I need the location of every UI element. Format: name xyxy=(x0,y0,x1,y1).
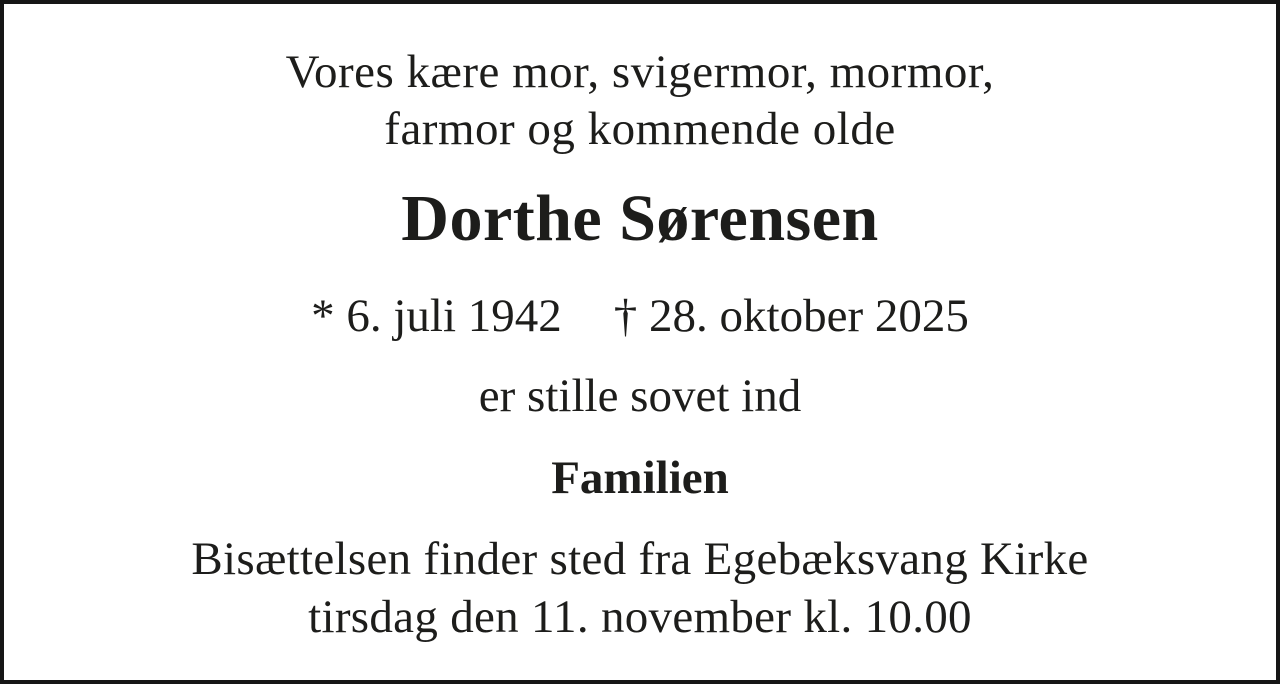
signature-family: Familien xyxy=(551,452,729,504)
death-date: † 28. oktober 2025 xyxy=(613,290,969,342)
deceased-name: Dorthe Sørensen xyxy=(401,182,879,255)
ceremony-info xyxy=(191,530,1088,646)
birth-date: * 6. juli 1942 xyxy=(311,290,562,342)
ceremony-line-2: tirsdag den 11. november kl. 10.00 xyxy=(308,591,972,643)
farewell-message: er stille sovet ind xyxy=(478,370,802,422)
intro-line-2: farmor og kommende olde xyxy=(384,103,896,155)
intro-text xyxy=(286,44,995,158)
intro-line-1: Vores kære mor, svigermor, mormor, xyxy=(285,46,995,98)
life-dates xyxy=(311,288,969,344)
ceremony-line-1: Bisættelsen finder sted fra Egebæksvang Kirke xyxy=(191,533,1089,585)
